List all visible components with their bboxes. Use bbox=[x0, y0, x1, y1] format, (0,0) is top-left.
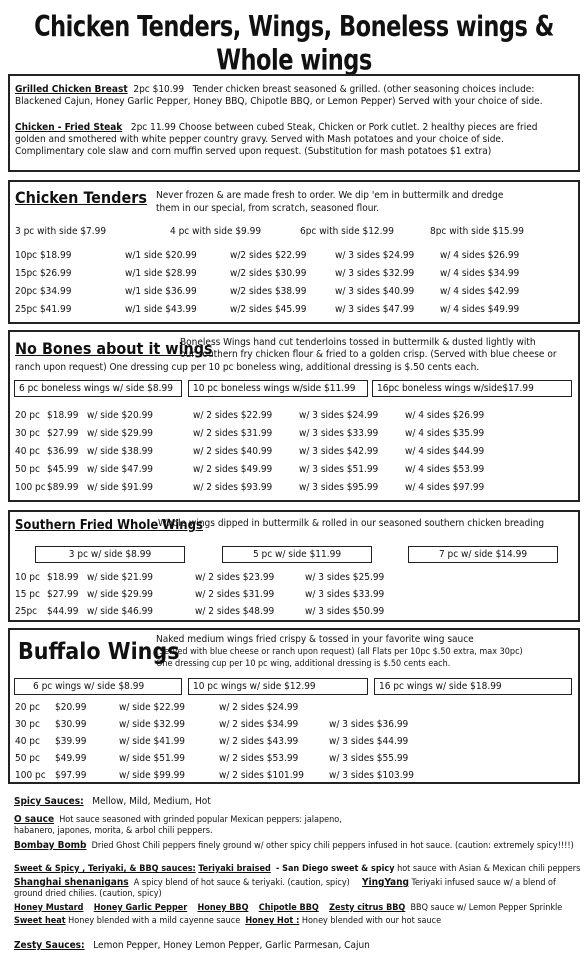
steak-name: Chicken - Fried Steak bbox=[15, 122, 123, 133]
table-cell: $18.99 bbox=[47, 410, 79, 421]
table-cell: w/ 3 sides $47.99 bbox=[335, 304, 415, 315]
table-cell: $89.99 bbox=[47, 482, 79, 493]
grilled-name: Grilled Chicken Breast bbox=[15, 84, 128, 95]
table-cell: w/ 2 sides $31.99 bbox=[193, 428, 273, 439]
yingyang-desc: Teriyaki infused sauce w/ a blend of bbox=[411, 878, 556, 888]
honey-bbq-label: Honey BBQ bbox=[197, 903, 249, 913]
table-cell: 25pc $41.99 bbox=[15, 304, 72, 315]
table-cell: w/ 2 sides $23.99 bbox=[195, 572, 275, 583]
boneless-option-10pc: 10 pc boneless wings w/side $11.99 bbox=[188, 380, 368, 397]
table-cell: w/ side $46.99 bbox=[87, 606, 154, 617]
table-cell: w/ side $20.99 bbox=[87, 410, 154, 421]
table-cell: w/ side $32.99 bbox=[119, 719, 186, 730]
table-cell: w/1 side $28.99 bbox=[125, 268, 197, 279]
shanghai-label: Shanghai shenanigans bbox=[14, 877, 129, 888]
buffalo-desc-2: (Served with blue cheese or ranch upon request) (all Flats per 10pc $.50 extra, max 30pc) bbox=[156, 647, 523, 657]
whole-wings-section bbox=[8, 510, 580, 622]
table-cell: w/ 3 sides $24.99 bbox=[299, 410, 379, 421]
boneless-desc-3: ranch upon request) One dressing cup per 10 pc boneless wing, additional dressing is $.50 cents each. bbox=[15, 362, 480, 373]
table-cell: 30 pc bbox=[15, 428, 40, 439]
table-cell: w/ 2 sides $34.99 bbox=[219, 719, 299, 730]
menu-title: Chicken Tenders, Wings, Boneless wings & Whole wings bbox=[34, 9, 554, 77]
table-cell: w/ 3 sides $42.99 bbox=[299, 446, 379, 457]
zesty-citrus-desc: BBQ sauce w/ Lemon Pepper Sprinkle bbox=[410, 903, 563, 913]
table-cell: $97.99 bbox=[55, 770, 87, 781]
table-cell: w/ 2 sides $53.99 bbox=[219, 753, 299, 764]
table-cell: w/ side $29.99 bbox=[87, 428, 154, 439]
steak-desc-2: golden and smothered with white pepper country gravy. Served with Mash potatoes and your choice of side. bbox=[15, 134, 504, 145]
table-cell: w/ 2 sides $31.99 bbox=[195, 589, 275, 600]
table-cell: $45.99 bbox=[47, 464, 79, 475]
table-cell: 10 pc bbox=[15, 572, 40, 583]
table-cell: w/ 3 sides $51.99 bbox=[299, 464, 379, 475]
sweet-heat-label: Sweet heat bbox=[14, 916, 66, 926]
table-cell: 25pc bbox=[15, 606, 38, 617]
whole-heading: Southern Fried Whole Wings bbox=[15, 518, 203, 533]
steak-desc-1: 2pc 11.99 Choose between cubed Steak, Chicken or Pork cutlet. 2 healthy pieces are fried bbox=[130, 122, 538, 133]
spicy-label: Spicy Sauces: bbox=[14, 796, 84, 807]
table-cell: w/ 2 sides $49.99 bbox=[193, 464, 273, 475]
whole-option-7pc: 7 pc w/ side $14.99 bbox=[408, 546, 558, 563]
table-cell: 100 pc bbox=[15, 770, 46, 781]
table-cell: w/ 3 sides $95.99 bbox=[299, 482, 379, 493]
table-cell: w/ side $51.99 bbox=[119, 753, 186, 764]
honey-mustard-label: Honey Mustard bbox=[14, 903, 84, 913]
sweet-list: Teriyaki braised bbox=[198, 864, 271, 874]
steak-desc-3: Complimentary cole slaw and corn muffin served upon request. (Substitution for mash potatoes $1 extra) bbox=[15, 146, 492, 157]
zesty-list: Lemon Pepper, Honey Lemon Pepper, Garlic Parmesan, Cajun bbox=[93, 940, 370, 951]
shanghai-desc-1: A spicy blend of hot sauce & teriyaki. (caution, spicy) bbox=[133, 878, 350, 888]
tenders-section bbox=[8, 180, 580, 324]
whole-desc: Whole wings dipped in buttermilk & rolled in our seasoned southern chicken breading bbox=[158, 518, 545, 529]
honey-hot-label: Honey Hot : bbox=[245, 916, 300, 926]
buffalo-option-6pc: 6 pc wings w/ side $8.99 bbox=[14, 678, 182, 695]
bombay-desc: Dried Ghost Chili peppers finely ground w/ other spicy chili peppers infused in hot sauce. (caution: extremely spicy!!!!) bbox=[91, 841, 574, 851]
table-cell: w/ 3 sides $103.99 bbox=[329, 770, 414, 781]
spicy-list: Mellow, Mild, Medium, Hot bbox=[92, 796, 211, 807]
bombay-label: Bombay Bomb bbox=[14, 840, 87, 851]
table-cell: $27.99 bbox=[47, 589, 79, 600]
boneless-desc-2: our southern fry chicken flour & fried to a golden crisp. (Served with blue cheese or bbox=[180, 349, 557, 360]
o-sauce-desc-1: Hot sauce seasoned with grinded popular Mexican peppers: jalapeno, bbox=[59, 815, 342, 825]
table-cell: w/ 2 sides $24.99 bbox=[219, 702, 299, 713]
table-cell: w/ 3 sides $50.99 bbox=[305, 606, 385, 617]
tenders-header-8pc: 8pc with side $15.99 bbox=[430, 226, 524, 237]
boneless-section bbox=[8, 330, 580, 502]
table-cell: $20.99 bbox=[55, 702, 87, 713]
buffalo-option-10pc: 10 pc wings w/ side $12.99 bbox=[188, 678, 368, 695]
tenders-heading: Chicken Tenders bbox=[15, 188, 147, 207]
table-cell: 15 pc bbox=[15, 589, 40, 600]
table-cell: w/ 4 sides $97.99 bbox=[405, 482, 485, 493]
table-cell: w/2 sides $22.99 bbox=[230, 250, 307, 261]
san-diego-label: - San Diego sweet & spicy bbox=[275, 864, 395, 874]
buffalo-section bbox=[8, 628, 580, 784]
table-cell: w/ 3 sides $33.99 bbox=[305, 589, 385, 600]
table-cell: 50 pc bbox=[15, 464, 40, 475]
table-cell: 30 pc bbox=[15, 719, 40, 730]
buffalo-option-16pc: 16 pc wings w/ side $18.99 bbox=[374, 678, 572, 695]
table-cell: $39.99 bbox=[55, 736, 87, 747]
tenders-header-4pc: 4 pc with side $9.99 bbox=[170, 226, 262, 237]
grilled-desc-1: Tender chicken breast seasoned & grilled. (other seasoning choices include: bbox=[192, 84, 535, 95]
table-cell: w/ side $22.99 bbox=[119, 702, 186, 713]
table-cell: w/ 4 sides $53.99 bbox=[405, 464, 485, 475]
table-cell: w/ 4 sides $26.99 bbox=[405, 410, 485, 421]
table-cell: w/ 3 sides $44.99 bbox=[329, 736, 409, 747]
table-cell: w/1 side $43.99 bbox=[125, 304, 197, 315]
table-cell: w/ side $21.99 bbox=[87, 572, 154, 583]
table-cell: w/ 4 sides $34.99 bbox=[440, 268, 520, 279]
tenders-header-6pc: 6pc with side $12.99 bbox=[300, 226, 394, 237]
table-cell: w/ side $47.99 bbox=[87, 464, 154, 475]
o-sauce-desc-2: habanero, japones, morita, & arbol chili peppers. bbox=[14, 826, 213, 836]
table-cell: w/ 2 sides $22.99 bbox=[193, 410, 273, 421]
whole-option-5pc: 5 pc w/ side $11.99 bbox=[222, 546, 372, 563]
zesty-citrus-bbq-label: Zesty citrus BBQ bbox=[329, 903, 406, 913]
sweet-label: Sweet & Spicy , Teriyaki, & BBQ sauces: bbox=[14, 864, 196, 874]
table-cell: w/2 sides $38.99 bbox=[230, 286, 307, 297]
honey-garlic-pepper-label: Honey Garlic Pepper bbox=[93, 903, 188, 913]
table-cell: w/ side $38.99 bbox=[87, 446, 154, 457]
boneless-desc-1: Boneless Wings hand cut tenderloins tossed in buttermilk & dusted lightly with bbox=[180, 337, 536, 348]
table-cell: $27.99 bbox=[47, 428, 79, 439]
buffalo-heading: Buffalo Wings bbox=[18, 639, 180, 665]
table-cell: w/ 4 sides $49.99 bbox=[440, 304, 520, 315]
table-cell: w/ 2 sides $43.99 bbox=[219, 736, 299, 747]
table-cell: w/ side $99.99 bbox=[119, 770, 186, 781]
table-cell: w/ 3 sides $55.99 bbox=[329, 753, 409, 764]
table-cell: w/2 sides $45.99 bbox=[230, 304, 307, 315]
table-cell: 20pc $34.99 bbox=[15, 286, 72, 297]
table-cell: w/ side $91.99 bbox=[87, 482, 154, 493]
table-cell: 40 pc bbox=[15, 736, 40, 747]
table-cell: 40 pc bbox=[15, 446, 40, 457]
grilled-section bbox=[8, 74, 580, 172]
o-sauce-label: O sauce bbox=[14, 814, 55, 825]
grilled-price: 2pc $10.99 bbox=[133, 84, 185, 95]
boneless-option-16pc: 16pc boneless wings w/side$17.99 bbox=[372, 380, 572, 397]
table-cell: 10pc $18.99 bbox=[15, 250, 72, 261]
table-cell: w/ 2 sides $101.99 bbox=[219, 770, 304, 781]
table-cell: 50 pc bbox=[15, 753, 40, 764]
whole-option-3pc: 3 pc w/ side $8.99 bbox=[35, 546, 185, 563]
table-cell: w/1 side $20.99 bbox=[125, 250, 197, 261]
table-cell: w/ 2 sides $93.99 bbox=[193, 482, 273, 493]
table-cell: w/2 sides $30.99 bbox=[230, 268, 307, 279]
tenders-desc-1: Never frozen & are made fresh to order. We dip 'em in buttermilk and dredge bbox=[156, 190, 504, 201]
table-cell: w/ 2 sides $40.99 bbox=[193, 446, 273, 457]
table-cell: w/ 2 sides $48.99 bbox=[195, 606, 275, 617]
shanghai-desc-2: ground dried chilies. (caution, spicy) bbox=[14, 889, 162, 899]
honey-hot-desc: Honey blended with our hot sauce bbox=[301, 916, 442, 926]
table-cell: w/ 3 sides $36.99 bbox=[329, 719, 409, 730]
table-cell: w/ 3 sides $32.99 bbox=[335, 268, 415, 279]
table-cell: w/ 3 sides $24.99 bbox=[335, 250, 415, 261]
zesty-label: Zesty Sauces: bbox=[14, 940, 85, 951]
table-cell: w/ 3 sides $33.99 bbox=[299, 428, 379, 439]
table-cell: w/ 3 sides $25.99 bbox=[305, 572, 385, 583]
table-cell: w/ 4 sides $35.99 bbox=[405, 428, 485, 439]
boneless-heading: No Bones about it wings bbox=[15, 339, 213, 358]
san-diego-desc: hot sauce with Asian & Mexican chili peppers bbox=[397, 864, 581, 874]
buffalo-desc-1: Naked medium wings fried crispy & tossed in your favorite wing sauce bbox=[156, 634, 474, 645]
yingyang-label: YingYang bbox=[362, 877, 409, 888]
table-cell: 20 pc bbox=[15, 410, 40, 421]
sweet-heat-desc: Honey blended with a mild cayenne sauce bbox=[68, 916, 241, 926]
table-cell: w/ side $41.99 bbox=[119, 736, 186, 747]
table-cell: w/ 4 sides $26.99 bbox=[440, 250, 520, 261]
boneless-option-6pc: 6 pc boneless wings w/ side $8.99 bbox=[14, 380, 182, 397]
table-cell: 100 pc bbox=[15, 482, 46, 493]
table-cell: $30.99 bbox=[55, 719, 87, 730]
tenders-header-3pc: 3 pc with side $7.99 bbox=[15, 226, 107, 237]
table-cell: w/ 4 sides $42.99 bbox=[440, 286, 520, 297]
table-cell: 15pc $26.99 bbox=[15, 268, 72, 279]
tenders-desc-2: them in our special, from scratch, seasoned flour. bbox=[156, 203, 380, 214]
buffalo-desc-3: One dressing cup per 10 pc wing, additional dressing is $.50 cents each. bbox=[156, 659, 451, 669]
table-cell: w/ 4 sides $44.99 bbox=[405, 446, 485, 457]
table-cell: $36.99 bbox=[47, 446, 79, 457]
table-cell: $49.99 bbox=[55, 753, 87, 764]
chipotle-bbq-label: Chipotle BBQ bbox=[258, 903, 319, 913]
grilled-desc-2: Blackened Cajun, Honey Garlic Pepper, Honey BBQ, Chipotle BBQ, or Lemon Pepper) Served with your choice of side. bbox=[15, 96, 543, 107]
table-cell: w/1 side $36.99 bbox=[125, 286, 197, 297]
table-cell: $44.99 bbox=[47, 606, 79, 617]
table-cell: w/ 3 sides $40.99 bbox=[335, 286, 415, 297]
table-cell: w/ side $29.99 bbox=[87, 589, 154, 600]
table-cell: 20 pc bbox=[15, 702, 40, 713]
table-cell: $18.99 bbox=[47, 572, 79, 583]
